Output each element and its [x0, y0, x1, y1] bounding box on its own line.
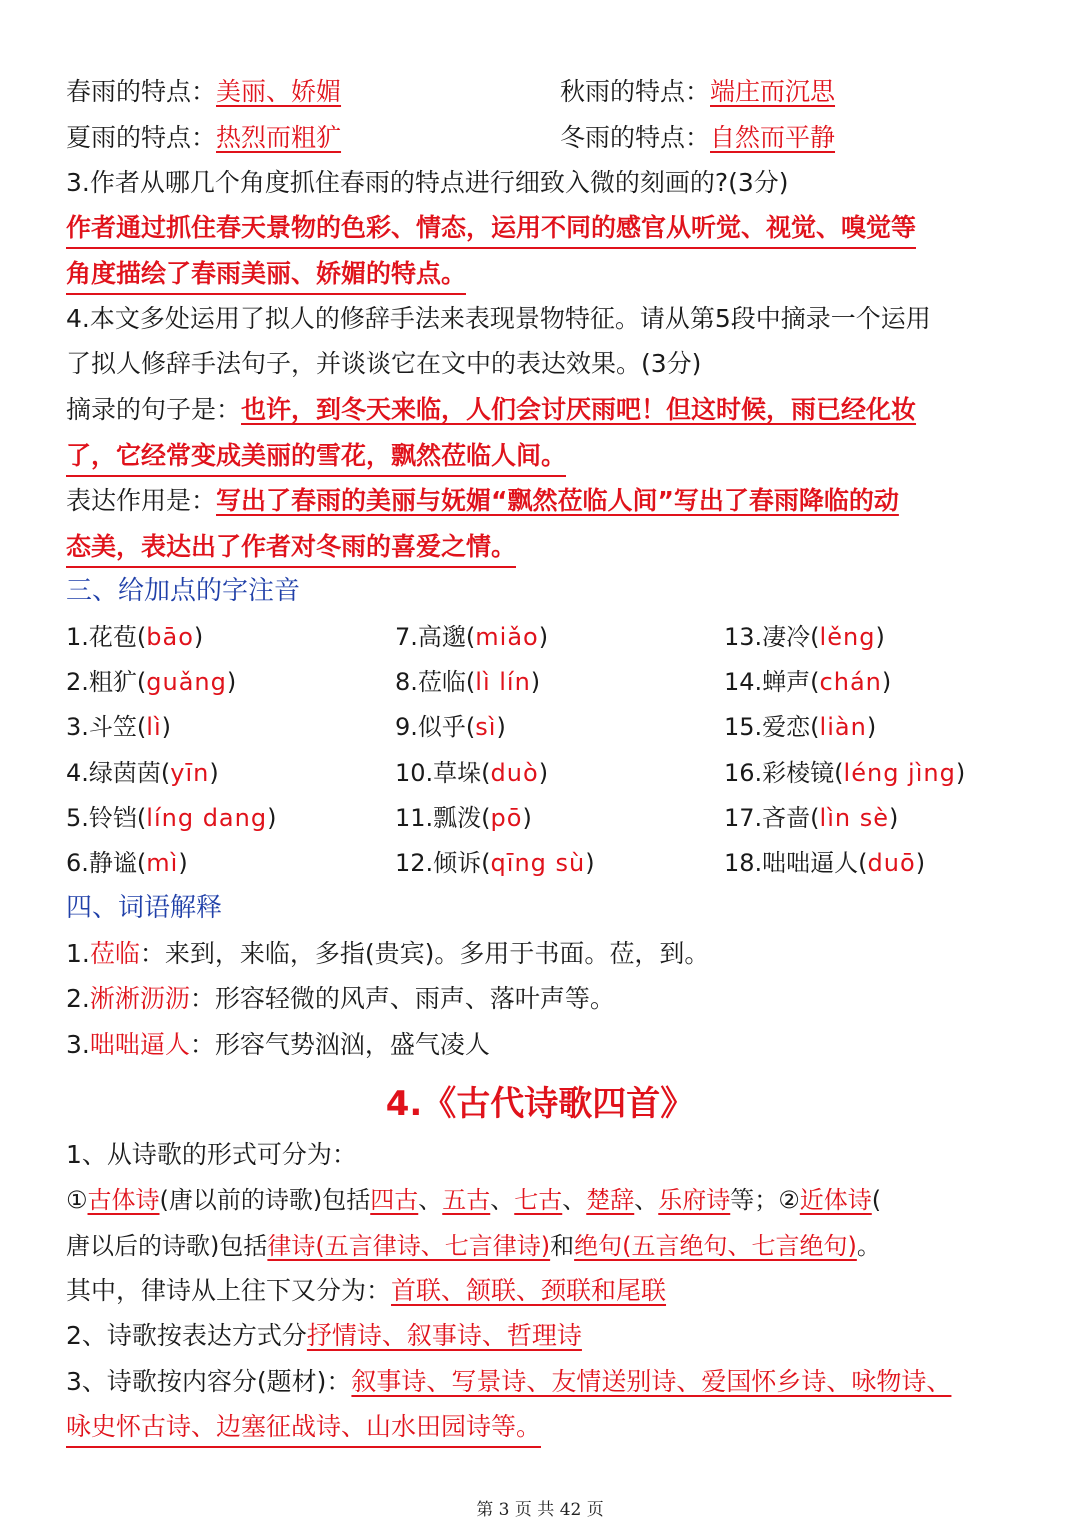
pinyin-reading: miǎo	[475, 623, 539, 651]
spring-row	[66, 74, 341, 110]
poem-text: ①	[66, 1186, 88, 1214]
pinyin-item	[66, 709, 171, 745]
paren-close: )	[866, 713, 877, 741]
pinyin-num: 1.	[66, 623, 89, 651]
poem-term: 五古	[442, 1186, 491, 1214]
paren-open: (	[810, 804, 820, 832]
pinyin-item	[66, 800, 276, 836]
paren-close: )	[585, 849, 595, 877]
poem-text: 3、诗歌按内容分(题材)：	[66, 1367, 352, 1396]
pinyin-num: 10.	[395, 759, 434, 787]
pinyin-word: 粗犷	[88, 668, 137, 696]
paren-close: )	[209, 759, 219, 787]
pinyin-reading: lìn sè	[819, 804, 889, 832]
autumn-value: 端庄而沉思	[710, 77, 836, 106]
paren-open: (	[481, 849, 491, 877]
paren-close: )	[267, 804, 277, 832]
poem-term: 律诗(五言律诗、七言律诗)	[267, 1232, 551, 1260]
poem-text: (唐以前的诗歌)包括	[159, 1186, 371, 1214]
q3-answer-line1: 作者通过抓住春天景物的色彩、情态，运用不同的感官从听觉、视觉、嗅觉等	[66, 210, 916, 249]
pinyin-word: 绿茵茵	[88, 759, 161, 787]
pinyin-word: 彩棱镜	[762, 759, 835, 787]
pinyin-word: 咄咄逼人	[762, 849, 859, 877]
definition-num: 1.	[66, 939, 90, 968]
pinyin-word: 草垛	[433, 759, 482, 787]
pinyin-reading: sì	[475, 713, 497, 741]
pinyin-reading: lì	[146, 713, 162, 741]
poems-line-6	[66, 1364, 951, 1400]
poem-term: 叙事诗、写景诗、友情送别诗、爱国怀乡诗、咏物诗、	[351, 1367, 952, 1396]
pinyin-reading: liàn	[819, 713, 867, 741]
poems-line-4	[66, 1273, 666, 1309]
pinyin-reading: mì	[146, 849, 179, 877]
pinyin-num: 5.	[66, 804, 89, 832]
q4-question-line1: 4.本文多处运用了拟人的修辞手法来表现景物特征。请从第5段中摘录一个运用	[66, 304, 931, 333]
definition-term: 莅临	[89, 939, 140, 968]
paren-open: (	[136, 623, 147, 651]
paren-open: (	[160, 759, 171, 787]
pinyin-word: 瓢泼	[433, 804, 482, 832]
paren-open: (	[136, 849, 147, 877]
pinyin-item	[724, 709, 876, 745]
pinyin-item	[66, 619, 203, 655]
pinyin-reading: chán	[819, 668, 882, 696]
paren-close: )	[178, 849, 188, 877]
pinyin-item	[724, 755, 965, 791]
poem-text: (	[871, 1186, 882, 1214]
poem-text: 其中，律诗从上往下又分为：	[66, 1276, 392, 1305]
poem-text: 。	[856, 1232, 881, 1260]
pinyin-item	[66, 755, 219, 791]
autumn-label: 秋雨的特点：	[560, 77, 711, 106]
pinyin-item	[724, 845, 925, 881]
poem-text: 等；②	[730, 1186, 800, 1214]
pinyin-word: 爱恋	[762, 713, 811, 741]
pinyin-reading: duō	[867, 849, 916, 877]
paren-close: )	[161, 713, 171, 741]
poem-term: 乐府诗	[658, 1186, 731, 1214]
winter-label: 冬雨的特点：	[560, 123, 711, 152]
pinyin-item	[724, 800, 898, 836]
poem-term: 古体诗	[87, 1186, 160, 1214]
paren-open: (	[481, 759, 491, 787]
autumn-row	[560, 74, 835, 110]
poem-term: 七古	[514, 1186, 563, 1214]
pinyin-num: 13.	[724, 623, 763, 651]
section4-heading: 四、词语解释	[66, 893, 223, 923]
pinyin-item	[724, 664, 891, 700]
pinyin-word: 高邈	[417, 623, 466, 651]
poem-term: 首联、颔联、颈联和尾联	[391, 1276, 667, 1305]
paren-close: )	[915, 849, 926, 877]
paren-open: (	[465, 713, 476, 741]
pinyin-word: 静谧	[88, 849, 137, 877]
definition-num: 3.	[66, 1030, 90, 1059]
pinyin-word: 吝啬	[762, 804, 811, 832]
paren-open: (	[465, 623, 476, 651]
q4-excerpt-line2: 了，它经常变成美丽的雪花，飘然莅临人间。	[66, 438, 566, 477]
pinyin-num: 17.	[724, 804, 763, 832]
pinyin-reading: bāo	[146, 623, 194, 651]
poem-term: 抒情诗、叙事诗、哲理诗	[306, 1321, 582, 1350]
definition-term: 淅淅沥沥	[89, 984, 190, 1013]
pinyin-num: 9.	[395, 713, 418, 741]
q4-effect-row	[66, 483, 899, 519]
excerpt-line1: 也许，到冬天来临，人们会讨厌雨吧！但这时候，雨已经化妆	[241, 395, 917, 424]
poem-text: 和	[550, 1232, 575, 1260]
q4-effect-line2: 态美，表达出了作者对冬雨的喜爱之情。	[66, 529, 516, 568]
poems-line-1: 1、从诗歌的形式可分为：	[66, 1140, 357, 1169]
pinyin-reading: yīn	[170, 759, 210, 787]
pinyin-reading: lěng	[819, 623, 876, 651]
pinyin-reading: qīng sù	[490, 849, 586, 877]
paren-close: )	[522, 804, 532, 832]
pinyin-num: 8.	[395, 668, 418, 696]
paren-close: )	[538, 623, 549, 651]
poem-text: 、	[418, 1186, 443, 1214]
paren-open: (	[810, 668, 820, 696]
pinyin-item	[395, 800, 532, 836]
pinyin-item	[395, 664, 540, 700]
pinyin-reading: guǎng	[146, 668, 227, 696]
pinyin-num: 4.	[66, 759, 89, 787]
paren-close: )	[193, 623, 204, 651]
pinyin-num: 15.	[724, 713, 763, 741]
pinyin-word: 花苞	[88, 623, 137, 651]
poem-term: 近体诗	[799, 1186, 872, 1214]
poem-term: 绝句(五言绝句、七言绝句)	[574, 1232, 857, 1260]
paren-open: (	[810, 623, 820, 651]
pinyin-word: 凄冷	[762, 623, 811, 651]
pinyin-item	[395, 619, 548, 655]
paren-open: (	[136, 804, 147, 832]
pinyin-num: 16.	[724, 759, 763, 787]
pinyin-word: 蝉声	[762, 668, 811, 696]
paren-open: (	[136, 713, 147, 741]
definition-item-2	[66, 981, 615, 1017]
summer-value: 热烈而粗犷	[216, 123, 342, 152]
pinyin-word: 铃铛	[88, 804, 137, 832]
poem-text: 2、诗歌按表达方式分	[66, 1321, 307, 1350]
summer-label: 夏雨的特点：	[66, 123, 217, 152]
paren-close: )	[496, 713, 506, 741]
poem-text: 、	[634, 1186, 659, 1214]
paren-close: )	[875, 623, 885, 651]
paren-close: )	[955, 759, 966, 787]
pinyin-item	[395, 755, 548, 791]
paren-close: )	[226, 668, 237, 696]
poems-line-3	[66, 1228, 881, 1264]
paren-open: (	[858, 849, 868, 877]
pinyin-reading: duò	[490, 759, 539, 787]
pinyin-num: 7.	[395, 623, 418, 651]
paren-open: (	[481, 804, 491, 832]
pinyin-word: 倾诉	[433, 849, 482, 877]
pinyin-num: 3.	[66, 713, 89, 741]
pinyin-item	[395, 845, 595, 881]
summer-row	[66, 120, 341, 156]
poems-line-7	[66, 1409, 541, 1448]
pinyin-num: 12.	[395, 849, 434, 877]
poem-term: 楚辞	[586, 1186, 635, 1214]
pinyin-num: 2.	[66, 668, 89, 696]
poems-line-2	[66, 1182, 881, 1218]
pinyin-num: 6.	[66, 849, 89, 877]
pinyin-reading: lì lín	[475, 668, 531, 696]
definition-num: 2.	[66, 984, 90, 1013]
pinyin-item	[724, 619, 885, 655]
definition-item-1	[66, 936, 709, 972]
poem-text: 唐以后的诗歌)包括	[66, 1232, 268, 1260]
paren-close: )	[538, 759, 549, 787]
page-footer: 第 3 页 共 42 页	[476, 1500, 604, 1520]
poems-title: 4.《古代诗歌四首》	[385, 1084, 695, 1124]
pinyin-num: 11.	[395, 804, 434, 832]
pinyin-item	[66, 845, 188, 881]
section3-heading: 三、给加点的字注音	[66, 576, 301, 606]
q3-answer-line2: 角度描绘了春雨美丽、娇媚的特点。	[66, 256, 466, 295]
poem-term: 四古	[370, 1186, 419, 1214]
pinyin-word: 莅临	[417, 668, 466, 696]
pinyin-item	[395, 709, 506, 745]
q3-question: 3.作者从哪几个角度抓住春雨的特点进行细致入微的刻画的?(3分)	[66, 168, 789, 197]
paren-open: (	[834, 759, 844, 787]
pinyin-num: 14.	[724, 668, 763, 696]
definition-text: ：形容气势汹汹，盛气凌人	[189, 1030, 490, 1059]
winter-row	[560, 120, 835, 156]
effect-label: 表达作用是：	[66, 486, 217, 515]
paren-open: (	[465, 668, 476, 696]
spring-value: 美丽、娇媚	[216, 77, 342, 106]
poem-text: 、	[562, 1186, 587, 1214]
pinyin-word: 似乎	[417, 713, 466, 741]
definition-term: 咄咄逼人	[89, 1030, 190, 1059]
pinyin-item	[66, 664, 236, 700]
paren-open: (	[810, 713, 820, 741]
pinyin-reading: pō	[490, 804, 523, 832]
pinyin-word: 斗笠	[88, 713, 137, 741]
pinyin-reading: léng jìng	[843, 759, 956, 787]
paren-close: )	[881, 668, 892, 696]
paren-open: (	[136, 668, 147, 696]
definition-item-3	[66, 1027, 490, 1063]
poems-line-5	[66, 1318, 582, 1354]
q4-question-line2: 了拟人修辞手法句子，并谈谈它在文中的表达效果。(3分)	[66, 349, 702, 378]
pinyin-reading: líng dang	[146, 804, 268, 832]
poem-term: 咏史怀古诗、边塞征战诗、山水田园诗等。	[66, 1409, 541, 1448]
excerpt-label: 摘录的句子是：	[66, 395, 242, 424]
effect-line1: 写出了春雨的美丽与妩媚“飘然莅临人间”写出了春雨降临的动	[216, 486, 899, 515]
winter-value: 自然而平静	[710, 123, 836, 152]
definition-text: ：形容轻微的风声、雨声、落叶声等。	[189, 984, 615, 1013]
pinyin-num: 18.	[724, 849, 763, 877]
paren-close: )	[530, 668, 541, 696]
q4-excerpt-row	[66, 392, 916, 428]
definition-text: ：来到，来临，多指(贵宾)。多用于书面。莅，到。	[139, 939, 710, 968]
paren-close: )	[889, 804, 899, 832]
poem-text: 、	[490, 1186, 515, 1214]
spring-label: 春雨的特点：	[66, 77, 217, 106]
